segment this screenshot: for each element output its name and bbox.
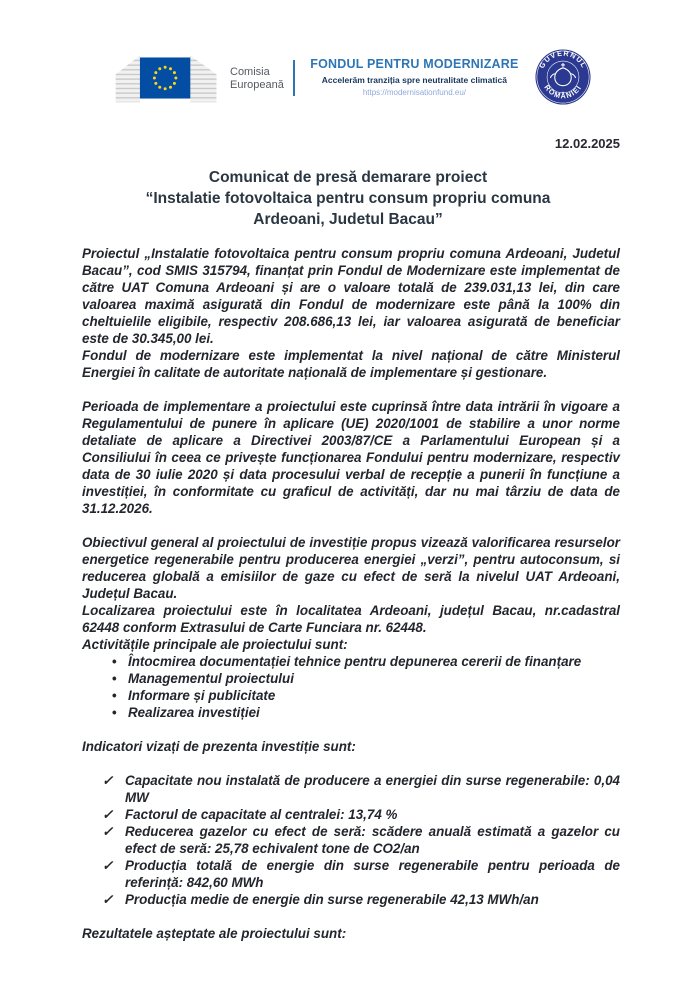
- bullet-icon: •: [112, 654, 117, 669]
- paragraph-fund-authority: Fondul de modernizare este implementat la nivel național de către Ministerul Energiei în calitate de autoritate națională de implementare și gestionare.: [82, 348, 620, 380]
- logo-header: [0, 0, 696, 106]
- indicator-text: Capacitate nou instalată de producere a energiei din surse regenerabile: 0,04 MW: [125, 773, 620, 805]
- list-item: [82, 772, 620, 806]
- check-icon: ✓: [102, 824, 114, 839]
- activities-heading: Activitățile principale ale proiectului sunt:: [82, 637, 348, 652]
- document-title-line3: Ardeoani, Judetul Bacau”: [253, 211, 443, 228]
- activities-list: [82, 653, 620, 721]
- european-commission-logo: [108, 50, 295, 106]
- list-item: [82, 823, 620, 857]
- document-title: [0, 167, 696, 230]
- activity-text: Întocmirea documentației tehnice pentru depunerea cererii de finanțare: [128, 654, 582, 669]
- eu-flag-icon: [108, 50, 226, 106]
- paragraph-general-objective: Obiectivul general al proiectului de investiție propus vizează valorificarea resurselor energetice regenerabile pentru producerea energiei „verzi”, pentru autoconsum, si reducerea globală a emisiilor de gaze cu efect de seră la nivelul UAT Ardeoani, Județul Bacau.: [82, 535, 620, 601]
- modernisation-fund-logo: [308, 57, 520, 97]
- check-icon: ✓: [102, 892, 114, 907]
- bullet-icon: •: [112, 688, 117, 703]
- indicators-heading: Indicatori vizați de prezenta investiție sunt:: [82, 739, 356, 754]
- list-item: [82, 687, 620, 704]
- document-body: [82, 245, 620, 942]
- gov-seal-arc-bottom-text: ROMÂNIEI: [542, 82, 584, 101]
- paragraph-project-funding: Proiectul „Instalatie fotovoltaica pentru consum propriu comuna Ardeoani, Judetul Bacau”, cod SMIS 315794, finanțat prin Fondul de Modernizare este implementat de către UAT Comuna Ardeoani și are o valoare totală de 239.031,13 lei, din care valoarea maximă asigurată din Fondul de modernizare este până la 100% din cheltuielile eligibile, respectiv 208.686,13 lei, iar valoarea asigurată de beneficiar este de 30.345,00 lei.: [82, 246, 620, 346]
- list-item: [82, 653, 620, 670]
- european-commission-label-line2: Europeană: [230, 79, 284, 91]
- fund-url-link[interactable]: https://modernisationfund.eu/: [362, 88, 466, 97]
- indicators-list: [82, 772, 620, 908]
- check-icon: ✓: [102, 807, 114, 822]
- list-item: [82, 857, 620, 891]
- logo-divider: [293, 60, 295, 96]
- check-icon: ✓: [102, 773, 114, 788]
- list-item: [82, 806, 620, 823]
- activity-text: Managementul proiectului: [128, 671, 294, 686]
- european-commission-label-line1: Comisia: [230, 66, 270, 78]
- romanian-government-seal-icon: [534, 48, 592, 106]
- fund-title: FONDUL PENTRU MODERNIZARE: [310, 57, 519, 71]
- indicator-text: Producția medie de energie din surse regenerabile 42,13 MWh/an: [125, 892, 539, 907]
- paragraph-project-location: Localizarea proiectului este în localitatea Ardeoani, județul Bacau, nr.cadastral 62448 conform Extrasului de Carte Funciara nr. 62448.: [82, 603, 620, 635]
- bullet-icon: •: [112, 671, 117, 686]
- indicator-text: Reducerea gazelor cu efect de seră: scădere anuală estimată a gazelor cu efect de seră: 25,78 echivalent tone de CO2/an: [125, 824, 620, 856]
- indicator-text: Factorul de capacitate al centralei: 13,74 %: [125, 807, 398, 822]
- list-item: [82, 670, 620, 687]
- results-heading: Rezultatele așteptate ale proiectului sunt:: [82, 926, 347, 941]
- list-item: [82, 891, 620, 908]
- activity-text: Informare și publicitate: [128, 688, 276, 703]
- document-title-line1: Comunicat de presă demarare proiect: [208, 169, 488, 186]
- european-commission-label: [230, 66, 284, 92]
- document-date: 12.02.2025: [554, 136, 620, 151]
- paragraph-implementation-period: Perioada de implementare a proiectului este cuprinsă între data intrării în vigoare a Regulamentului de punere în aplicare (UE) 2020/1001 de stabilire a unor norme detaliate de aplicare a Directivei 2003/87/CE a Parlamentului European și a Consiliului în ceea ce privește funcționarea Fondului pentru modernizare, respectiv data de 30 iulie 2020 și data procesului verbal de recepție a punerii în funcțiune a investiției, în conformitate cu graficul de activități, dar nu mai târziu de data de 31.12.2026.: [82, 399, 620, 516]
- document-title-line2: “Instalatie fotovoltaica pentru consum propriu comuna: [145, 190, 551, 207]
- check-icon: ✓: [102, 858, 114, 873]
- fund-tagline: Accelerăm tranziția spre neutralitate climatică: [321, 75, 507, 85]
- activity-text: Realizarea investiției: [128, 705, 260, 720]
- gov-seal-arc-top-text: GUVERNUL: [537, 48, 589, 70]
- bullet-icon: •: [112, 705, 117, 720]
- indicator-text: Producția totală de energie din surse regenerabile pentru perioada de referință: 842,60 MWh: [125, 858, 620, 890]
- list-item: [82, 704, 620, 721]
